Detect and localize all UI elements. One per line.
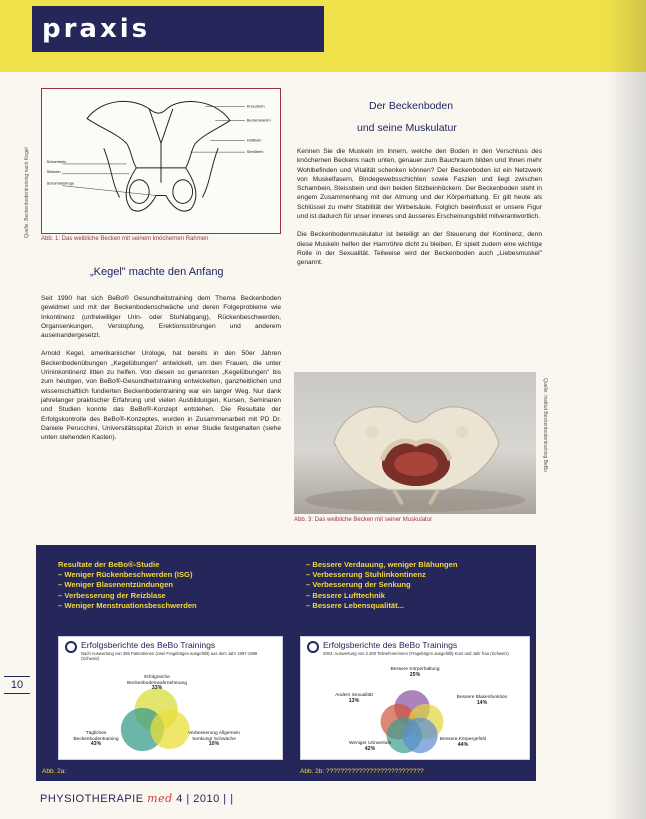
results-list-left <box>58 560 197 611</box>
chart-b-title: Erfolgsberichte des BeBo Trainings <box>323 640 458 650</box>
left-paragraph-2: Arnold Kegel, amerikanischer Urologe, hat bereits in den 50er Jahren Beckenbodenübungen „Kegelübungen" entwickelt, um den Frauen, die unter Urininkontinenz litten zu helfen. Von diesen so genannten „Kegelübungen" bis zum heutigen, von BeBo®-Gesundheitstraining entwickelten, ganzheitlichen und wissenschaftlich fundierten Beckenbodentraining war ein langer Weg. Nur dank jahrelanger praktischer Erfahrung und vielen Ausbildungen, Kursen, Seminaren und Studien konnte das BeBo®-Konzept entstehen. Die Resultate der Erfolgskontrolle des BeBo®-Konzeptes, wurden in Zusammenarbeit mit PD Dr. Daniele Perucchini, Universitätsspital Zürich in einer Studie festgehalten (siehe unten stehenden Kasten). <box>41 350 281 442</box>
label-sitzbein: Sitzbein <box>46 168 61 174</box>
chart-a-caption: Abb. 2a: <box>42 768 67 775</box>
label-hueftbein: Hüftbein <box>246 137 262 143</box>
label-beckenkamm: Beckenkamm <box>246 117 271 123</box>
right-article-column <box>297 147 542 277</box>
journal-name: PHYSIOTHERAPIE <box>40 793 144 805</box>
results-heading: Resultate der BeBo®-Studie <box>58 560 160 569</box>
chart-a-title: Erfolgsberichte des BeBo Trainings <box>81 640 216 650</box>
chart-b-caption: Abb. 2b: ??????????????????????????? <box>300 768 424 775</box>
result-item: – Weniger Blasenentzündungen <box>58 580 197 590</box>
figure1-credit: Quelle: Beckenbodentraining nach Kegel <box>24 147 30 238</box>
pelvis-model-illustration <box>294 372 536 514</box>
chart-b-label-urinverlust: Weniger Urinverlust 42% <box>348 741 392 752</box>
chart-a-subtitle: Nach Auswertung von 355 Patientinnen (zwei Fragebögen ausgefüllt) aus dem Jahr 1997-1998 (Schweiz) <box>81 651 258 661</box>
figure1-pelvis-drawing <box>41 88 281 234</box>
chart-a-label-training: Tägliches Beckenbodentraining 43% <box>73 731 119 748</box>
result-item: – Verbesserung der Reizblase <box>58 591 197 601</box>
journal-footer <box>40 792 234 805</box>
result-item: – Weniger Menstruationsbeschwerden <box>58 601 197 611</box>
result-item: – Bessere Verdauung, weniger Blähungen <box>306 560 458 570</box>
pelvis-model-photo <box>294 372 536 514</box>
kegel-heading: „Kegel" machte den Anfang <box>90 266 224 278</box>
chart-b-subtitle: 2004: Auswertung von 2.300 Teilnehmerinnen (Fragebögen ausgefüllt) Kurs und Jahr frau (Schweiz) <box>323 651 509 656</box>
photo-caption: Abb. 3: Das weibliche Becken mit seiner Muskulatur <box>294 517 433 523</box>
chart-b-label-koerpergefuehl: Bessere Körpergefühl 44% <box>439 737 487 748</box>
section-title: praxis <box>42 14 151 44</box>
chart-a-label-wahrnehmung: Erfolgreiche Beckenbodenwahrnehmung 33% <box>127 675 187 692</box>
journal-issue: 4 | 2010 | | <box>176 793 234 805</box>
pelvis-line-drawing <box>42 89 280 233</box>
result-item: – Bessere Lebensqualität... <box>306 601 458 611</box>
results-list-right <box>306 560 458 611</box>
result-item: – Weniger Rückenbeschwerden (ISG) <box>58 570 197 580</box>
label-kreuzbein: Kreuzbein <box>246 103 265 109</box>
venn-circle-koerpergefuehl <box>402 718 437 753</box>
beckenboden-heading-line2: und seine Muskulatur <box>357 122 457 134</box>
left-article-column <box>41 294 281 451</box>
chart-b-label-sexualitaet: Anders Sexualität 13% <box>335 693 373 704</box>
photo-credit: Quelle: Institut Beckenbodentraining BeBo <box>542 378 548 472</box>
result-item: – Bessere Lufttechnik <box>306 591 458 601</box>
chart-b-label-blasenfunktion: Bessere Blasenfunktion 14% <box>456 695 508 706</box>
result-item: – Verbesserung der Senkung <box>306 580 458 590</box>
chart-a-label-senkung: Verbesserung Allgemein Senkung/ Schwäche 10% <box>188 731 240 748</box>
label-steissbein: Steißbein <box>246 149 264 155</box>
page-number: 10 <box>4 676 30 694</box>
binding-shadow <box>606 0 646 819</box>
person-icon <box>65 641 77 653</box>
journal-brand: med <box>147 792 173 805</box>
beckenboden-heading-line1: Der Beckenboden <box>369 100 454 112</box>
label-schambeinfuge: Schambeinfuge <box>46 180 74 186</box>
venn-chart-a <box>58 636 283 760</box>
label-schambein: Schambein <box>46 158 67 164</box>
result-item: – Verbesserung Stuhlinkontinenz <box>306 570 458 580</box>
chart-b-label-koerperhaltung: Bessere Körperhaltung 25% <box>390 667 440 678</box>
right-paragraph-2: Die Beckenbodenmuskulatur ist beteiligt an der Steuerung der Kontinenz, denn diese Muskeln helfen der Harnröhre dicht zu bleiben. Er spielt zudem eine wichtige Rolle in der Sexualität. Teilweise wird der Beckenboden auch „Liebesmuskel" genannt. <box>297 231 542 267</box>
right-paragraph-1: Kennen Sie die Muskeln im Innern, welche den Boden in den Verschluss des knöchernen Beckens nach unten, genauer zum Bauchraum bilden und Ihnen mehr Wohlbefinden und Vitalität schenken können? Der Beckenboden ist ein Netzwerk von Muskelfasern, Bindegewebsschichten sowie Faszien und liegt zwischen Schambein, Steissbein und den beiden Sitzbeinhöckern. Der Beckenboden steht in engem Zusammenhang mit der Atmung und der Körperhaltung. Er gilt heute als Schlüssel zu mehr Stabilität der Wirbelsäule. Folglich beeinflusst er unsere Figur und ist dadurch für unser inneres und äusseres Erscheinungsbild mitverantwortlich. <box>297 148 542 221</box>
left-paragraph-1: Seit 1990 hat sich BeBo® Gesundheitstraining dem Thema Beckenboden gewidmet und mit der Beckenbodenschwäche und deren Folgeprobleme wie Inkontinenz (unfreiwilliger Urin- oder Stuhlabgang), Rückenbeschwerden, Organsenkungen, Verstopfung, Erektionsstörungen und anderem auseinandergesetzt. <box>41 295 281 340</box>
venn-chart-b <box>300 636 530 760</box>
person-icon <box>307 641 319 653</box>
figure1-caption: Abb. 1: Das weibliche Becken mit seinem knöchernen Rahmen <box>41 236 209 242</box>
